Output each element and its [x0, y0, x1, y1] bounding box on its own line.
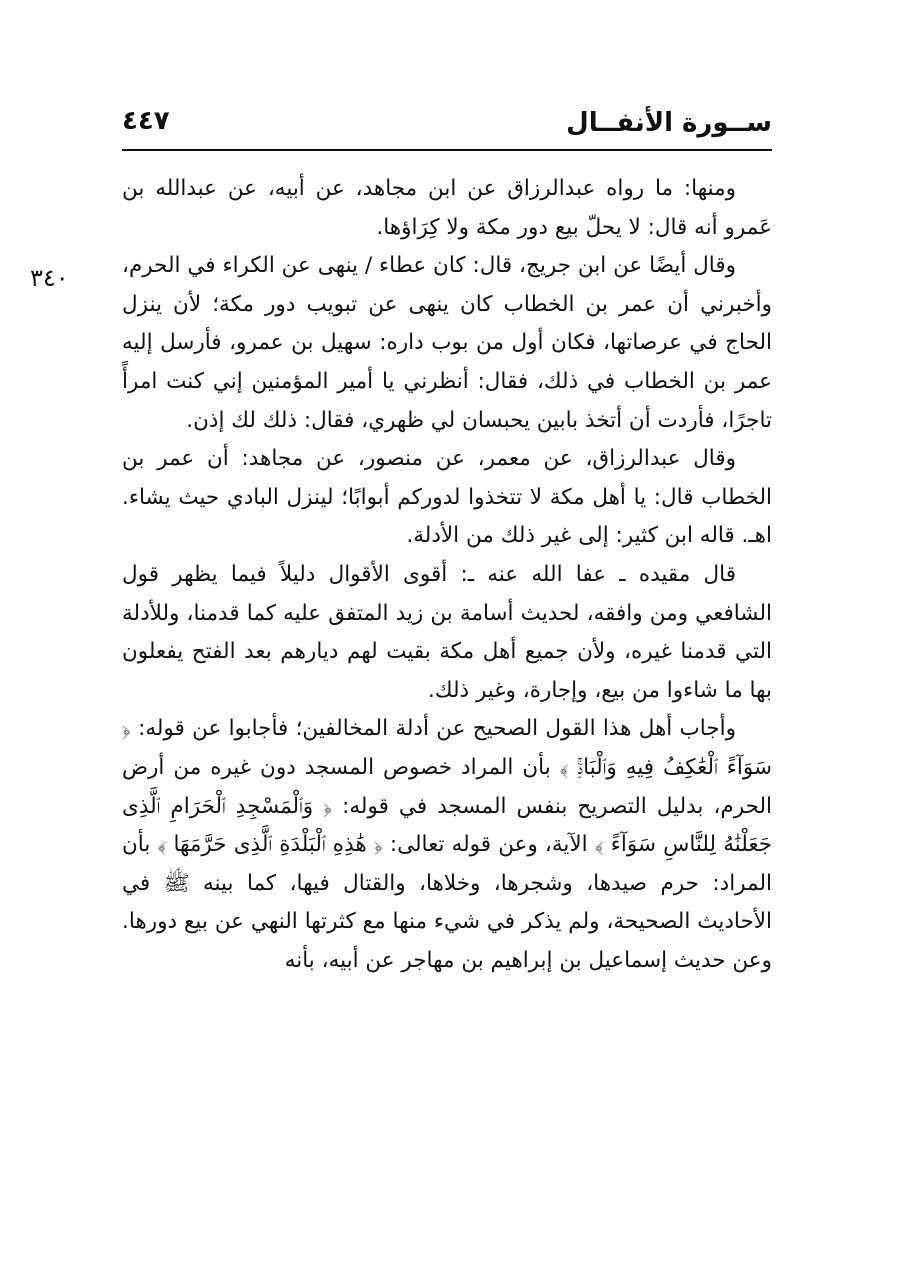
running-header — [122, 100, 772, 148]
surah-title: ســورة الأنفــال — [566, 108, 772, 138]
margin-page-reference: ٣٤٠ — [30, 264, 69, 292]
paragraph: ومنها: ما رواه عبدالرزاق عن ابن مجاهد، عن أبيه، عن عبدالله بن عَمرو أنه قال: لا يحلّ بيع دور مكة ولا كِرَاؤها. — [122, 176, 772, 240]
header-divider — [122, 149, 772, 151]
page-number: ٤٤٧ — [122, 106, 170, 136]
paragraph: قال مقيده ـ عفا الله عنه ـ: أقوى الأقوال دليلاً فيما يظهر قول الشافعي ومن وافقه، لحديث أسامة بن زيد المتفق عليه كما قدمنا، وللأدلة التي قدمنا غيره، ولأن جميع أهل مكة بقيت لهم ديارهم بعد الفتح يفعلون بها ما شاءوا من بيع، وإجارة، وغير ذلك. — [122, 561, 772, 703]
paragraph: وقال أيضًا عن ابن جريج، قال: كان عطاء / ينهى عن الكراء في الحرم، وأخبرني أن عمر بن الخطاب كان ينهى عن تبويب دور مكة؛ لأن ينزل الحاج في عرصاتها، فكان أول من بوب داره: سهيل بن عمرو، فأرسل إليه عمر بن الخطاب في ذلك، فقال: أنظرني يا أمير المؤمنين إني كنت امرأً تاجرًا، فأردت أن أتخذ بابين يحبسان لي ظهري، فقال: ذلك لك إذن. — [122, 253, 772, 433]
paragraph: وقال عبدالرزاق، عن معمر، عن منصور، عن مجاهد: أن عمر بن الخطاب قال: يا أهل مكة لا تتخذوا لدوركم أبوابًا؛ لينزل البادي حيث يشاء. اهـ. قاله ابن كثير: إلى غير ذلك من الأدلة. — [122, 446, 772, 549]
paragraph: وأجاب أهل هذا القول الصحيح عن أدلة المخالفين؛ فأجابوا عن قوله: ﴿ سَوَآءً ٱلْعَٰكِفُ فِيهِ وَٱلْبَادِۚ ﴾ بأن المراد خصوص المسجد دون غيره من أرض الحرم، بدليل التصريح بنفس المسجد في قوله: ﴿ وَٱلْمَسْجِدِ ٱلْحَرَامِ ٱلَّذِى جَعَلْنَٰهُ لِلنَّاسِ سَوَآءً ﴾ الآية، وعن قوله تعالى: ﴿ هَٰذِهِ ٱلْبَلْدَةِ ٱلَّذِى حَرَّمَهَا ﴾ بأن المراد: حرم صيدها، وشجرها، وخلاها، والقتال فيها، كما بينه ﷺ في الأحاديث الصحيحة، ولم يذكر في شيء منها مع كثرتها النهي عن بيع دورها. وعن حديث إسماعيل بن إبراهيم بن مهاجر عن أبيه، بأنه — [122, 716, 772, 973]
body-text — [122, 170, 772, 980]
